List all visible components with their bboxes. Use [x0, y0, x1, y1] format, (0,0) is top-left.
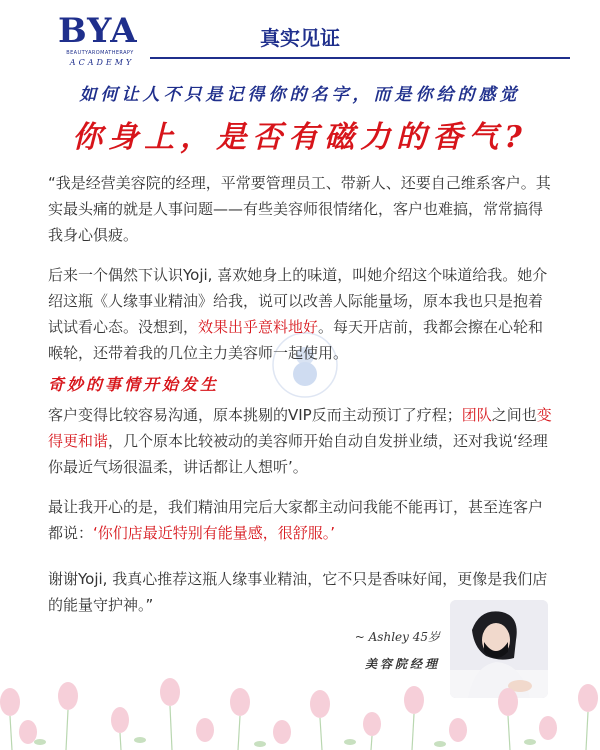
p4-highlight-quote: ‘你们店最近特别有能量感，很舒服。’ [93, 524, 336, 542]
p3-text-a: 客户变得比较容易沟通，原本挑剔的VIP反而主动预订了疗程； [48, 406, 462, 424]
tagline: 如何让人不只是记得你的名字，而是你给的感觉 [79, 85, 521, 105]
testimonial-paragraph-3 [48, 402, 553, 480]
signature-name: ~ Ashley 45岁 [354, 630, 440, 644]
p4-text-a: 最让我开心的是，我们精油用完后大家都主动问我能不能再订，甚至连客户都说： [48, 498, 544, 542]
p2-text-b: 。每天开店前，我都会擦在心轮和喉轮，还带着我的几位主力美容师一起使用。 [48, 318, 544, 362]
p3-highlight-harmony: 变得更和谐 [48, 406, 552, 450]
section-title: 奇妙的事情开始发生 [48, 375, 220, 394]
testimonial-paragraph-4 [48, 494, 553, 546]
testimonial-paragraph-2 [48, 262, 553, 366]
header-divider [150, 57, 570, 59]
floral-decoration [0, 672, 600, 750]
testimonial-paragraph-5: 谢谢Yoji, 我真心推荐这瓶人缘事业精油，它不只是香味好闻，更像是我们店的能量守护神。” [48, 570, 548, 614]
logo-academy: ACADEMY [69, 58, 135, 67]
p3-text-b: 之间也 [491, 406, 537, 424]
headline: 你身上，是否有磁力的香气? [72, 120, 528, 155]
p2-text-a: 后来一个偶然下认识Yoji, 喜欢她身上的味道，叫她介绍这个味道给我。她介绍这瓶《人缘事业精油》给我，说可以改善人际能量场，原本我也只是抱着试试看心态。没想到， [48, 266, 548, 336]
brand-logo [52, 12, 142, 70]
p2-highlight: 效果出乎意料地好 [198, 318, 319, 336]
p3-text-c: ，几个原本比较被动的美容师开始自动自发拼业绩，还对我说‘经理你最近气场很温柔，讲话都让人想听’。 [48, 432, 548, 476]
testimonial-paragraph-1: “我是经营美容院的经理，平常要管理员工、带新人、还要自己维系客户。其实最头痛的就是人事问题——有些美容师很情绪化，客户也难搞，常常搞得我身心俱疲。 [48, 174, 551, 244]
logo-subtitle: BEAUTYAROMATHERAPY [66, 50, 134, 56]
logo-letters: BYA [58, 11, 138, 51]
p3-highlight-team: 团队 [461, 406, 492, 424]
signature-title: 美容院经理 [364, 657, 440, 671]
page-title: 真实见证 [260, 26, 340, 50]
